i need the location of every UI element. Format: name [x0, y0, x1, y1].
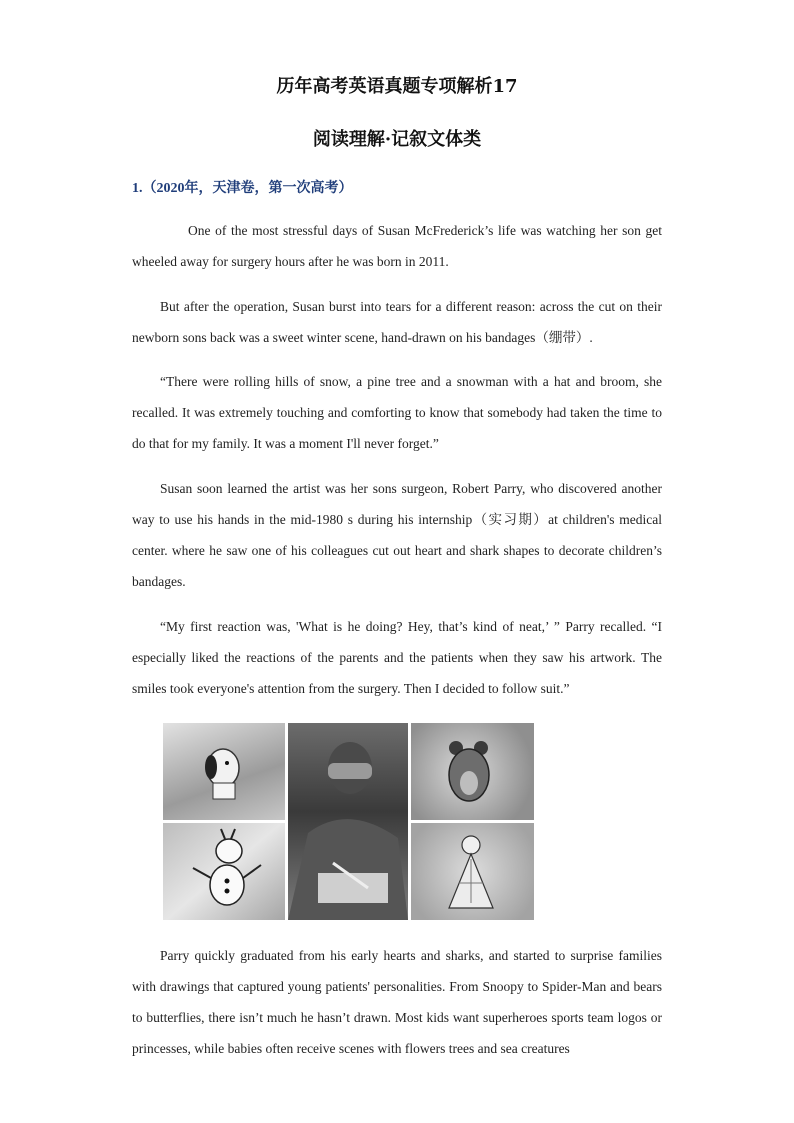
- snoopy-bandage-photo: [163, 723, 285, 820]
- princess-bandage-photo: [411, 823, 534, 920]
- question-header: 1.（2020年，天津卷，第一次高考）: [132, 181, 353, 196]
- paragraph-5: “My first reaction was, 'What is he doing? Hey, that’s kind of neat,’ ” Parry recalled. “I especially liked the reactions of the parents and the patients when they saw his artwork. The smiles took everyone's attention from the surgery. Then I decided to follow suit.”: [132, 619, 662, 696]
- bear-bandage-photo: [411, 723, 534, 820]
- paragraph-2: But after the operation, Susan burst into tears for a different reason: across the cut on their newborn sons back was a sweet winter scene, hand-drawn on his bandages（绷带）.: [132, 299, 662, 345]
- paragraph-1: One of the most stressful days of Susan McFrederick’s life was watching her son get wheeled away for surgery hours after he was born in 2011.: [132, 223, 662, 269]
- document-subtitle: 阅读理解·记叙文体类: [312, 129, 482, 150]
- bandage-art-photo-collage: [163, 723, 534, 920]
- paragraph-3: “There were rolling hills of snow, a pine tree and a snowman with a hat and broom, she recalled. It was extremely touching and comforting to know that somebody had taken the time to do that for my family. It was a moment I'll never forget.”: [132, 374, 662, 451]
- surgeon-drawing-photo: [288, 723, 408, 920]
- snowman-bandage-photo: [163, 823, 285, 920]
- document-title: 历年高考英语真题专项解析17: [276, 76, 518, 97]
- paragraph-6: Parry quickly graduated from his early hearts and sharks, and started to surprise families with drawings that captured young patients' personalities. From Snoopy to Spider-Man and bears to butterflies, there isn’t much he hasn’t drawn. Most kids want superheroes sports team logos or princesses, while babies often receive scenes with flowers trees and sea creatures: [132, 948, 662, 1056]
- paragraph-4: Susan soon learned the artist was her sons surgeon, Robert Parry, who discovered another way to use his hands in the mid-1980 s during his internship（实习期）at children's medical center. where he saw one of his colleagues cut out heart and shark shapes to decorate children’s bandages.: [132, 481, 662, 589]
